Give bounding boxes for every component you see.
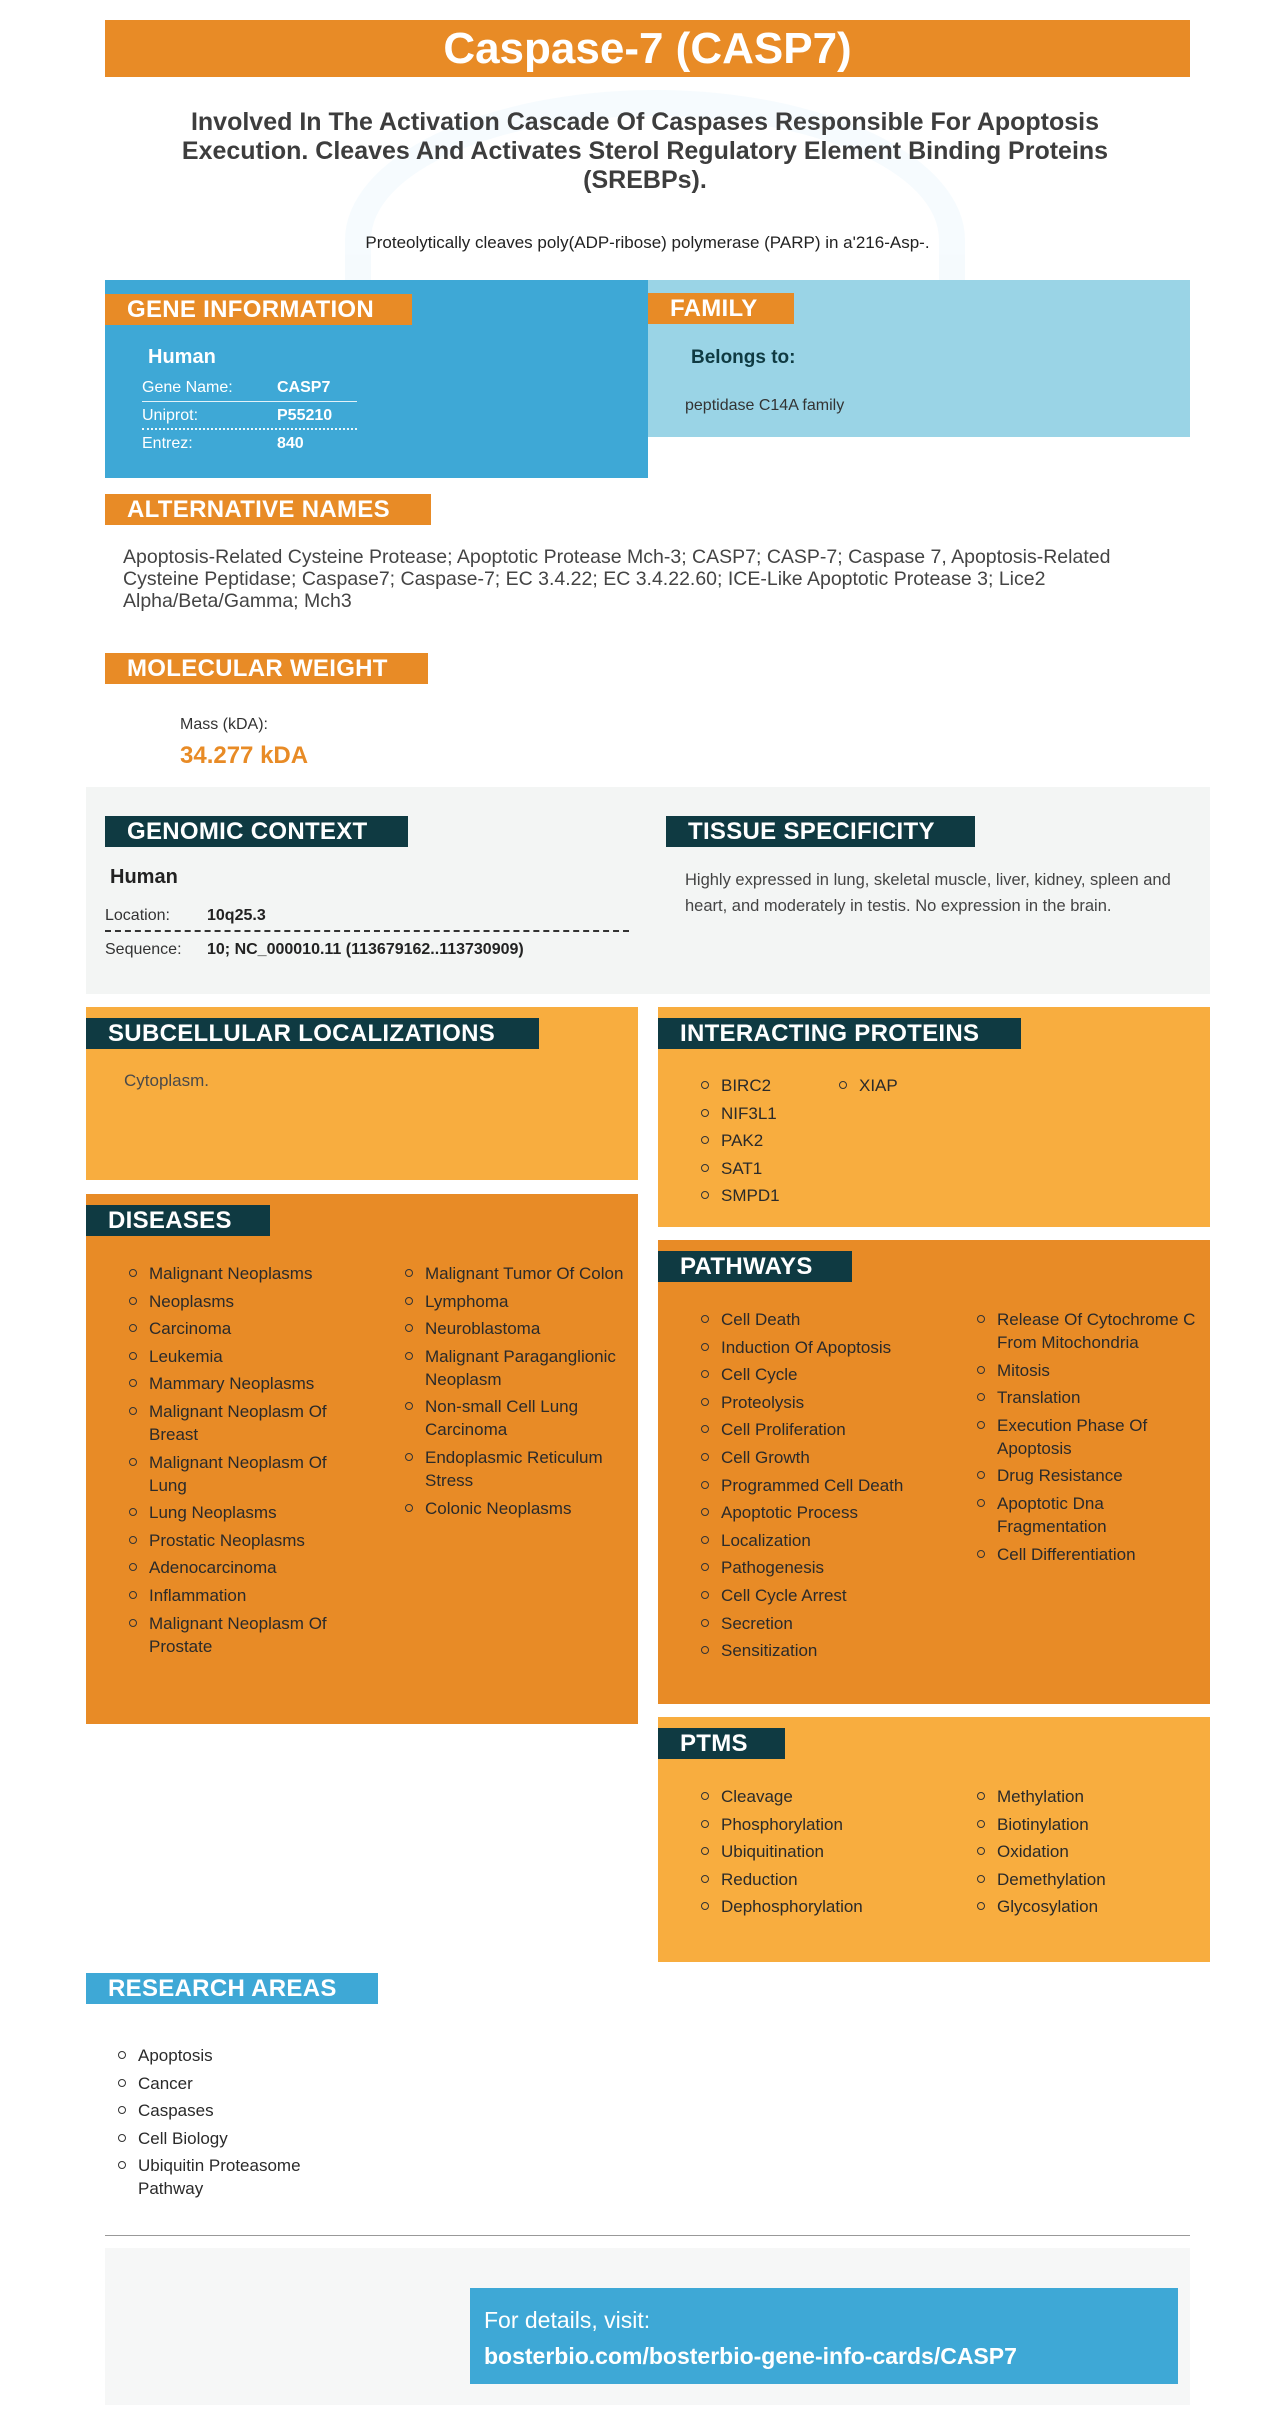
list-item: Oxidation <box>976 1840 1201 1863</box>
ptms-list-2 <box>976 1785 1201 1923</box>
list-item: Inflammation <box>128 1584 368 1607</box>
alternative-names-label: ALTERNATIVE NAMES <box>105 494 431 525</box>
list-item: Caspases <box>117 2099 357 2122</box>
pathways-list-2 <box>976 1308 1201 1570</box>
page-title: Caspase-7 (CASP7) <box>105 20 1190 77</box>
gene-name-key: Gene Name: <box>142 379 233 396</box>
list-item: Pathogenesis <box>700 1556 960 1579</box>
gene-name-row <box>142 375 357 402</box>
details-url-link[interactable]: bosterbio.com/bosterbio-gene-info-cards/CASP7 <box>484 2343 1017 2369</box>
family-panel <box>648 280 1190 437</box>
list-item: NIF3L1 <box>700 1102 870 1125</box>
diseases-list-1 <box>128 1262 368 1662</box>
list-item: Cell Biology <box>117 2127 357 2150</box>
list-item: Colonic Neoplasms <box>404 1497 629 1520</box>
list-item: Cell Proliferation <box>700 1418 960 1441</box>
uniprot-value: P55210 <box>277 407 333 424</box>
sequence-value: 10; NC_000010.11 (113679162..113730909) <box>207 941 524 958</box>
list-item: SAT1 <box>700 1157 870 1180</box>
list-item: Ubiquitination <box>700 1840 960 1863</box>
list-item: Programmed Cell Death <box>700 1474 960 1497</box>
uniprot-row <box>142 403 357 430</box>
list-item: Release Of Cytochrome C From Mitochondria <box>976 1308 1201 1354</box>
details-link-box[interactable] <box>470 2288 1178 2384</box>
list-item: Execution Phase Of Apoptosis <box>976 1414 1201 1460</box>
molecular-weight-label: MOLECULAR WEIGHT <box>105 653 428 684</box>
family-value: peptidase C14A family <box>685 397 845 414</box>
location-row <box>105 901 629 932</box>
list-item: Drug Resistance <box>976 1464 1201 1487</box>
location-value: 10q25.3 <box>207 907 266 924</box>
diseases-list-2 <box>404 1262 629 1524</box>
list-item: Neoplasms <box>128 1290 368 1313</box>
interacting-proteins-panel <box>658 1007 1210 1227</box>
subcellular-label: SUBCELLULAR LOCALIZATIONS <box>86 1018 539 1049</box>
list-item: Dephosphorylation <box>700 1895 960 1918</box>
list-item: Carcinoma <box>128 1317 368 1340</box>
list-item: Biotinylation <box>976 1813 1201 1836</box>
pathways-panel <box>658 1240 1210 1704</box>
interacting-proteins-label: INTERACTING PROTEINS <box>658 1018 1021 1049</box>
pathways-label: PATHWAYS <box>658 1251 852 1282</box>
footer-divider <box>105 2235 1190 2236</box>
list-item: Malignant Paraganglionic Neoplasm <box>404 1345 629 1391</box>
list-item: BIRC2 <box>700 1074 870 1097</box>
entrez-key: Entrez: <box>142 435 193 452</box>
list-item: Malignant Neoplasm Of Prostate <box>128 1612 368 1658</box>
list-item: Apoptotic Process <box>700 1501 960 1524</box>
interacting-proteins-list-2 <box>838 1074 988 1102</box>
list-item: PAK2 <box>700 1129 870 1152</box>
list-item: Lung Neoplasms <box>128 1501 368 1524</box>
details-prompt: For details, visit: <box>484 2307 651 2333</box>
gene-information-panel <box>105 280 648 478</box>
list-item: Cleavage <box>700 1785 960 1808</box>
list-item: Secretion <box>700 1612 960 1635</box>
list-item: Translation <box>976 1386 1201 1409</box>
list-item: Apoptotic Dna Fragmentation <box>976 1492 1201 1538</box>
entrez-row <box>142 431 357 458</box>
mass-value: 34.277 kDA <box>180 742 309 769</box>
list-item: Apoptosis <box>117 2044 357 2067</box>
list-item: Proteolysis <box>700 1391 960 1414</box>
mass-label: Mass (kDA): <box>180 716 268 733</box>
diseases-panel <box>86 1194 638 1724</box>
subcellular-panel <box>86 1007 638 1180</box>
location-key: Location: <box>105 907 170 924</box>
pathways-list-1 <box>700 1308 960 1667</box>
gene-species: Human <box>148 346 216 368</box>
list-item: Cell Growth <box>700 1446 960 1469</box>
list-item: Cell Differentiation <box>976 1543 1201 1566</box>
list-item: Glycosylation <box>976 1895 1201 1918</box>
gene-name-value: CASP7 <box>277 379 331 396</box>
research-areas-list <box>117 2044 357 2205</box>
research-areas-label: RESEARCH AREAS <box>86 1973 378 2004</box>
list-item: Induction Of Apoptosis <box>700 1336 960 1359</box>
subcellular-text: Cytoplasm. <box>124 1071 210 1090</box>
list-item: Mitosis <box>976 1359 1201 1382</box>
sequence-key: Sequence: <box>105 941 182 958</box>
list-item: Lymphoma <box>404 1290 629 1313</box>
list-item: Cell Cycle Arrest <box>700 1584 960 1607</box>
diseases-label: DISEASES <box>86 1205 270 1236</box>
list-item: Prostatic Neoplasms <box>128 1529 368 1552</box>
tissue-specificity-label: TISSUE SPECIFICITY <box>666 816 975 847</box>
family-label: FAMILY <box>648 293 794 324</box>
gene-description: Proteolytically cleaves poly(ADP-ribose) polymerase (PARP) in a'216-Asp-. <box>365 233 930 252</box>
list-item: SMPD1 <box>700 1184 870 1207</box>
list-item: Localization <box>700 1529 960 1552</box>
genomic-context-label: GENOMIC CONTEXT <box>105 816 408 847</box>
entrez-value: 840 <box>277 435 304 452</box>
tissue-specificity-text: Highly expressed in lung, skeletal muscle, liver, kidney, spleen and heart, and moderately in testis. No expression in the brain. <box>685 871 1171 915</box>
list-item: Methylation <box>976 1785 1201 1808</box>
list-item: Malignant Neoplasm Of Breast <box>128 1400 368 1446</box>
uniprot-key: Uniprot: <box>142 407 199 424</box>
list-item: Cancer <box>117 2072 357 2095</box>
list-item: Adenocarcinoma <box>128 1556 368 1579</box>
list-item: Malignant Tumor Of Colon <box>404 1262 629 1285</box>
list-item: Neuroblastoma <box>404 1317 629 1340</box>
list-item: Malignant Neoplasm Of Lung <box>128 1451 368 1497</box>
gene-function-summary: Involved In The Activation Cascade Of Caspases Responsible For Apoptosis Execution. Cleaves And Activates Sterol Regulatory Element Binding Proteins (SREBPs). <box>181 108 1109 194</box>
list-item: Demethylation <box>976 1868 1201 1891</box>
genomic-species: Human <box>110 866 178 888</box>
ptms-list-1 <box>700 1785 960 1923</box>
list-item: XIAP <box>838 1074 988 1097</box>
list-item: Leukemia <box>128 1345 368 1368</box>
list-item: Reduction <box>700 1868 960 1891</box>
ptms-panel <box>658 1717 1210 1962</box>
list-item: Ubiquitin Proteasome Pathway <box>117 2154 357 2200</box>
list-item: Phosphorylation <box>700 1813 960 1836</box>
alternative-names-text: Apoptosis-Related Cysteine Protease; Apoptotic Protease Mch-3; CASP7; CASP-7; Caspase 7, Apoptosis-Related Cysteine Peptidase; Caspase7; Caspase-7; EC 3.4.22; EC 3.4.22.60; ICE-Like Apoptotic Protease 3; Lice2 Alpha/Beta/Gamma; Mch3 <box>123 546 1111 612</box>
list-item: Non-small Cell Lung Carcinoma <box>404 1395 629 1441</box>
belongs-to-label: Belongs to: <box>691 347 796 368</box>
list-item: Mammary Neoplasms <box>128 1372 368 1395</box>
list-item: Malignant Neoplasms <box>128 1262 368 1285</box>
ptms-label: PTMS <box>658 1728 785 1759</box>
list-item: Cell Cycle <box>700 1363 960 1386</box>
sequence-row <box>105 935 629 966</box>
list-item: Endoplasmic Reticulum Stress <box>404 1446 629 1492</box>
gene-information-label: GENE INFORMATION <box>105 294 412 325</box>
list-item: Cell Death <box>700 1308 960 1331</box>
list-item: Sensitization <box>700 1639 960 1662</box>
